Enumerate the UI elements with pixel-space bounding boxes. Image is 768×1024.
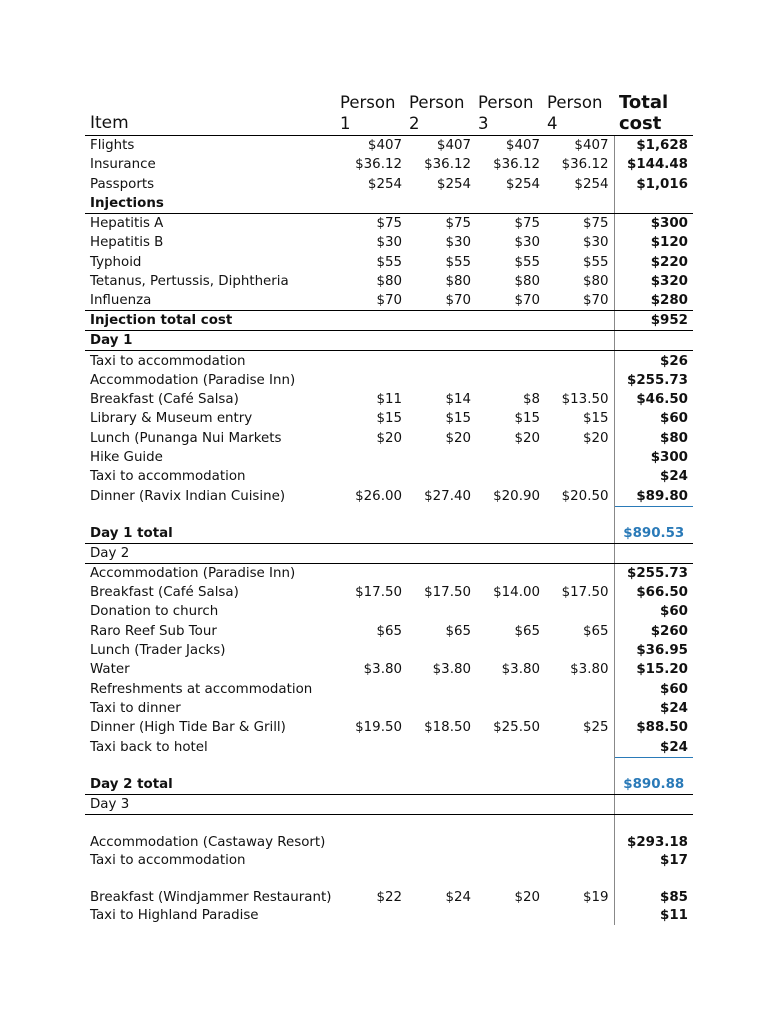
row-total-cost: $60 (614, 409, 693, 428)
table-row (85, 429, 693, 448)
row-person-2-cost (407, 543, 476, 563)
row-person-3-cost: $14.00 (493, 585, 540, 601)
row-person-3-cost (476, 814, 545, 851)
table-row (85, 390, 693, 409)
row-person-2-cost: $24 (445, 890, 471, 906)
row-person-1-cost: $36.12 (355, 157, 402, 173)
row-item: Raro Reef Sub Tour (90, 623, 217, 639)
row-item: Hike Guide (90, 450, 163, 465)
row-person-3-cost: $36.12 (493, 157, 540, 173)
table-row (85, 563, 693, 583)
row-person-3-cost: $20 (514, 430, 540, 446)
row-item: Accommodation (Paradise Inn) (90, 565, 296, 581)
row-item: Taxi to Highland Paradise (90, 908, 259, 924)
row-person-4-cost (545, 194, 614, 214)
table-row (85, 155, 693, 174)
row-person-4-cost: $254 (574, 176, 609, 192)
row-total-cost: $24 (614, 699, 693, 718)
row-total-cost: $255.73 (614, 371, 693, 390)
row-person-3-cost (476, 351, 545, 371)
row-person-4-cost: $80 (582, 273, 609, 289)
row-item: Hepatitis A (90, 216, 164, 232)
row-person-1-cost (338, 680, 407, 699)
row-person-2-cost (407, 641, 476, 660)
row-item: Dinner (High Tide Bar & Grill) (90, 720, 286, 736)
row-person-1-cost (338, 602, 407, 621)
row-person-3-cost (476, 680, 545, 699)
row-person-1-cost: $407 (367, 138, 402, 154)
row-item: Donation to church (90, 604, 219, 620)
row-person-4-cost (545, 371, 614, 390)
table-row (85, 851, 693, 870)
row-person-1-cost: $11 (376, 392, 402, 408)
row-person-3-cost: $3.80 (501, 662, 540, 678)
row-person-3-cost: $30 (514, 235, 540, 251)
row-person-2-cost (407, 851, 476, 870)
row-total-cost: $11 (614, 906, 693, 925)
cost-table (85, 92, 693, 925)
row-person-1-cost: $70 (338, 291, 407, 311)
row-person-1-cost: $15 (376, 411, 402, 427)
table-row (85, 506, 693, 543)
row-person-3-cost: $407 (505, 138, 540, 154)
table-row (85, 409, 693, 428)
row-person-1-cost (338, 467, 407, 486)
row-item: Breakfast (Café Salsa) (90, 585, 239, 601)
row-person-1-cost: $80 (376, 273, 402, 289)
row-person-2-cost (407, 331, 476, 351)
row-person-2-cost (407, 814, 476, 851)
row-person-4-cost (545, 331, 614, 351)
row-item: Breakfast (Windjammer Restaurant) (90, 890, 332, 906)
row-person-4-cost: $20 (582, 430, 609, 446)
row-person-1-cost (338, 351, 407, 371)
row-person-1-cost: $20 (376, 430, 402, 446)
row-person-3-cost (476, 794, 545, 814)
row-total-cost: $260 (614, 622, 693, 641)
row-item: Refreshments at accommodation (90, 681, 313, 697)
table-row (85, 351, 693, 371)
row-person-3-cost (476, 641, 545, 660)
row-person-2-cost (407, 757, 476, 794)
row-person-2-cost (407, 194, 476, 214)
row-person-2-cost: $15 (445, 411, 471, 427)
row-item: Taxi to accommodation (90, 469, 246, 485)
row-person-3-cost (476, 563, 545, 583)
row-person-3-cost (476, 467, 545, 486)
row-person-3-cost: $70 (476, 291, 545, 311)
row-person-2-cost (407, 602, 476, 621)
row-total-cost: $300 (614, 213, 693, 233)
table-row (85, 467, 693, 486)
table-row (85, 718, 693, 737)
row-person-4-cost: $70 (545, 291, 614, 311)
row-item: Taxi to dinner (90, 700, 181, 716)
row-total-cost: $220 (614, 252, 693, 271)
row-person-2-cost: $18.50 (424, 720, 471, 736)
row-item: Lunch (Punanga Nui Markets (90, 430, 282, 446)
table-row (85, 233, 693, 252)
row-total-cost (614, 543, 693, 563)
table-row (85, 737, 693, 757)
row-person-4-cost (545, 794, 614, 814)
row-total-cost: $24 (614, 467, 693, 486)
row-person-4-cost (545, 906, 614, 925)
row-person-1-cost (338, 757, 407, 794)
row-total-cost: $36.95 (614, 641, 693, 660)
table-row (85, 486, 693, 506)
row-total-cost: $60 (614, 602, 693, 621)
row-person-3-cost: $20 (514, 890, 540, 906)
row-total-cost: $120 (614, 233, 693, 252)
row-total-cost: $255.73 (614, 563, 693, 583)
row-person-2-cost: $254 (436, 176, 471, 192)
table-row (85, 291, 693, 311)
row-item: Insurance (90, 157, 156, 173)
row-person-4-cost (545, 757, 614, 794)
table-row (85, 331, 693, 351)
header-person-4: Person 4 (545, 92, 614, 136)
row-person-1-cost: $65 (376, 623, 402, 639)
row-person-2-cost (407, 737, 476, 757)
table-row (85, 272, 693, 291)
row-person-3-cost (476, 311, 545, 331)
row-person-2-cost: $14 (445, 392, 471, 408)
row-person-4-cost: $20.50 (561, 488, 609, 504)
row-item: Accommodation (Paradise Inn) (90, 372, 296, 388)
row-person-4-cost (545, 351, 614, 371)
row-person-2-cost (407, 351, 476, 371)
row-person-1-cost (338, 371, 407, 390)
row-person-1-cost (338, 311, 407, 331)
row-person-1-cost: $55 (376, 254, 402, 270)
row-person-4-cost (545, 851, 614, 870)
row-item: Tetanus, Pertussis, Diphtheria (90, 273, 289, 289)
row-person-2-cost (407, 467, 476, 486)
row-person-1-cost (338, 543, 407, 563)
row-person-4-cost: $75 (582, 216, 609, 232)
row-item: Day 2 total (85, 757, 338, 794)
row-person-1-cost: $254 (367, 176, 402, 192)
row-total-cost: $952 (614, 311, 693, 331)
row-person-2-cost (407, 311, 476, 331)
row-person-3-cost: $55 (514, 254, 540, 270)
row-person-1-cost: $22 (376, 890, 402, 906)
row-item: Taxi to accommodation (90, 852, 246, 868)
row-person-4-cost (545, 506, 614, 543)
row-item: Water (90, 662, 130, 678)
row-person-4-cost (545, 737, 614, 757)
row-person-3-cost: $25.50 (493, 720, 540, 736)
row-person-2-cost: $30 (445, 235, 471, 251)
row-person-4-cost: $65 (582, 623, 609, 639)
row-total-cost: $293.18 (614, 814, 693, 851)
table-row (85, 194, 693, 214)
row-person-4-cost: $30 (582, 235, 609, 251)
row-item: Injections (85, 194, 338, 214)
row-person-3-cost: $15 (514, 411, 540, 427)
table-row (85, 906, 693, 925)
row-total-cost (614, 194, 693, 214)
row-person-4-cost (545, 448, 614, 467)
row-person-4-cost: $19 (582, 890, 609, 906)
row-person-3-cost (476, 699, 545, 718)
row-item: Passports (90, 176, 155, 192)
row-total-cost: $890.53 (614, 506, 693, 543)
row-item: Taxi back to hotel (90, 739, 208, 755)
header-row (85, 92, 693, 136)
row-person-1-cost (338, 851, 407, 870)
row-item: Injection total cost (85, 311, 338, 331)
row-item: Influenza (85, 291, 338, 311)
row-total-cost: $88.50 (614, 718, 693, 737)
row-item: Day 1 (85, 331, 338, 351)
row-total-cost: $280 (614, 291, 693, 311)
row-person-1-cost (338, 794, 407, 814)
row-person-3-cost (476, 331, 545, 351)
row-person-3-cost (476, 371, 545, 390)
row-total-cost: $320 (614, 272, 693, 291)
row-total-cost: $80 (614, 429, 693, 448)
row-person-1-cost: $26.00 (355, 488, 402, 504)
header-person-1: Person 1 (338, 92, 407, 136)
row-person-3-cost: $65 (514, 623, 540, 639)
row-item: Breakfast (Café Salsa) (90, 392, 239, 408)
table-row (85, 175, 693, 194)
table-row (85, 602, 693, 621)
table-row (85, 641, 693, 660)
row-person-3-cost (476, 757, 545, 794)
row-person-2-cost (407, 794, 476, 814)
table-row (85, 622, 693, 641)
row-person-1-cost (338, 906, 407, 925)
row-person-4-cost: $55 (582, 254, 609, 270)
table-row (85, 870, 693, 906)
row-person-2-cost: $70 (407, 291, 476, 311)
row-total-cost: $66.50 (614, 583, 693, 602)
row-person-3-cost: $254 (505, 176, 540, 192)
row-total-cost: $890.88 (614, 757, 693, 794)
row-item: Accommodation (Castaway Resort) (90, 834, 326, 850)
table-row (85, 448, 693, 467)
row-person-2-cost (407, 680, 476, 699)
row-person-3-cost: $80 (514, 273, 540, 289)
row-person-3-cost (476, 543, 545, 563)
row-person-3-cost (476, 194, 545, 214)
row-person-4-cost (545, 563, 614, 583)
row-person-4-cost (545, 311, 614, 331)
row-person-2-cost (407, 699, 476, 718)
table-body (85, 136, 693, 926)
row-total-cost: $26 (614, 351, 693, 371)
table-row (85, 660, 693, 679)
row-person-4-cost (545, 467, 614, 486)
table-row (85, 699, 693, 718)
row-person-3-cost (476, 737, 545, 757)
row-person-2-cost (407, 371, 476, 390)
table-row (85, 136, 693, 156)
row-item: Lunch (Trader Jacks) (90, 643, 226, 659)
row-person-2-cost: $55 (445, 254, 471, 270)
table-row (85, 371, 693, 390)
row-person-4-cost: $13.50 (561, 392, 609, 408)
table-row (85, 583, 693, 602)
row-total-cost: $60 (614, 680, 693, 699)
header-person-3: Person 3 (476, 92, 545, 136)
row-person-4-cost: $17.50 (561, 585, 609, 601)
row-person-2-cost: $17.50 (424, 585, 471, 601)
row-person-4-cost (545, 602, 614, 621)
row-person-3-cost: $20.90 (493, 488, 540, 504)
row-person-2-cost: $3.80 (432, 662, 471, 678)
row-person-1-cost (338, 506, 407, 543)
table-row (85, 311, 693, 331)
row-person-2-cost: $75 (445, 216, 471, 232)
row-total-cost: $1,628 (614, 136, 693, 156)
header-person-2: Person 2 (407, 92, 476, 136)
row-person-3-cost: $8 (522, 392, 540, 408)
row-person-4-cost (545, 543, 614, 563)
row-person-2-cost: $27.40 (424, 488, 471, 504)
row-total-cost: $24 (614, 737, 693, 757)
row-item: Dinner (Ravix Indian Cuisine) (90, 488, 286, 504)
row-person-2-cost: $36.12 (424, 157, 471, 173)
row-person-4-cost (545, 814, 614, 851)
row-person-4-cost: $407 (574, 138, 609, 154)
row-person-3-cost (476, 602, 545, 621)
row-person-4-cost: $3.80 (570, 662, 609, 678)
row-total-cost: $85 (614, 870, 693, 906)
table-row (85, 252, 693, 271)
row-total-cost (614, 794, 693, 814)
row-total-cost: $17 (614, 851, 693, 870)
row-item: Typhoid (90, 254, 142, 270)
row-person-1-cost (338, 194, 407, 214)
row-person-3-cost (476, 448, 545, 467)
row-person-1-cost (338, 641, 407, 660)
row-total-cost: $15.20 (614, 660, 693, 679)
row-person-4-cost (545, 641, 614, 660)
row-item: Hepatitis B (90, 235, 164, 251)
row-person-3-cost (476, 506, 545, 543)
row-person-4-cost (545, 699, 614, 718)
row-total-cost (614, 331, 693, 351)
row-person-4-cost: $36.12 (561, 157, 609, 173)
row-item: Day 3 (85, 794, 338, 814)
row-person-2-cost: $407 (436, 138, 471, 154)
row-person-1-cost: $75 (376, 216, 402, 232)
row-total-cost: $144.48 (614, 155, 693, 174)
row-item: Library & Museum entry (90, 411, 253, 427)
row-person-1-cost (338, 699, 407, 718)
row-person-2-cost: $65 (445, 623, 471, 639)
row-person-2-cost (407, 506, 476, 543)
header-item: Item (85, 92, 338, 136)
table-row (85, 757, 693, 794)
expense-sheet (85, 92, 693, 925)
row-person-2-cost (407, 563, 476, 583)
row-person-1-cost: $17.50 (355, 585, 402, 601)
row-person-2-cost: $80 (445, 273, 471, 289)
row-total-cost: $300 (614, 448, 693, 467)
row-item: Day 2 (85, 543, 338, 563)
table-row (85, 794, 693, 814)
row-person-1-cost: $30 (376, 235, 402, 251)
row-person-1-cost (338, 737, 407, 757)
row-person-2-cost (407, 448, 476, 467)
row-person-1-cost (338, 448, 407, 467)
row-person-3-cost (476, 851, 545, 870)
table-row (85, 213, 693, 233)
row-item: Flights (90, 138, 135, 154)
table-row (85, 543, 693, 563)
row-person-2-cost (407, 906, 476, 925)
row-total-cost: $89.80 (614, 486, 693, 506)
row-person-2-cost: $20 (445, 430, 471, 446)
row-total-cost: $1,016 (614, 175, 693, 194)
row-total-cost: $46.50 (614, 390, 693, 409)
row-item: Taxi to accommodation (90, 353, 246, 369)
row-item: Day 1 total (85, 506, 338, 543)
row-person-1-cost (338, 563, 407, 583)
row-person-4-cost: $25 (582, 720, 609, 736)
row-person-3-cost (476, 906, 545, 925)
row-person-1-cost (338, 331, 407, 351)
header-total: Total cost (614, 92, 693, 136)
row-person-1-cost (338, 814, 407, 851)
row-person-4-cost: $15 (582, 411, 609, 427)
table-row (85, 680, 693, 699)
row-person-3-cost: $75 (514, 216, 540, 232)
row-person-1-cost: $19.50 (355, 720, 402, 736)
row-person-4-cost (545, 680, 614, 699)
row-person-1-cost: $3.80 (363, 662, 402, 678)
table-row (85, 814, 693, 851)
